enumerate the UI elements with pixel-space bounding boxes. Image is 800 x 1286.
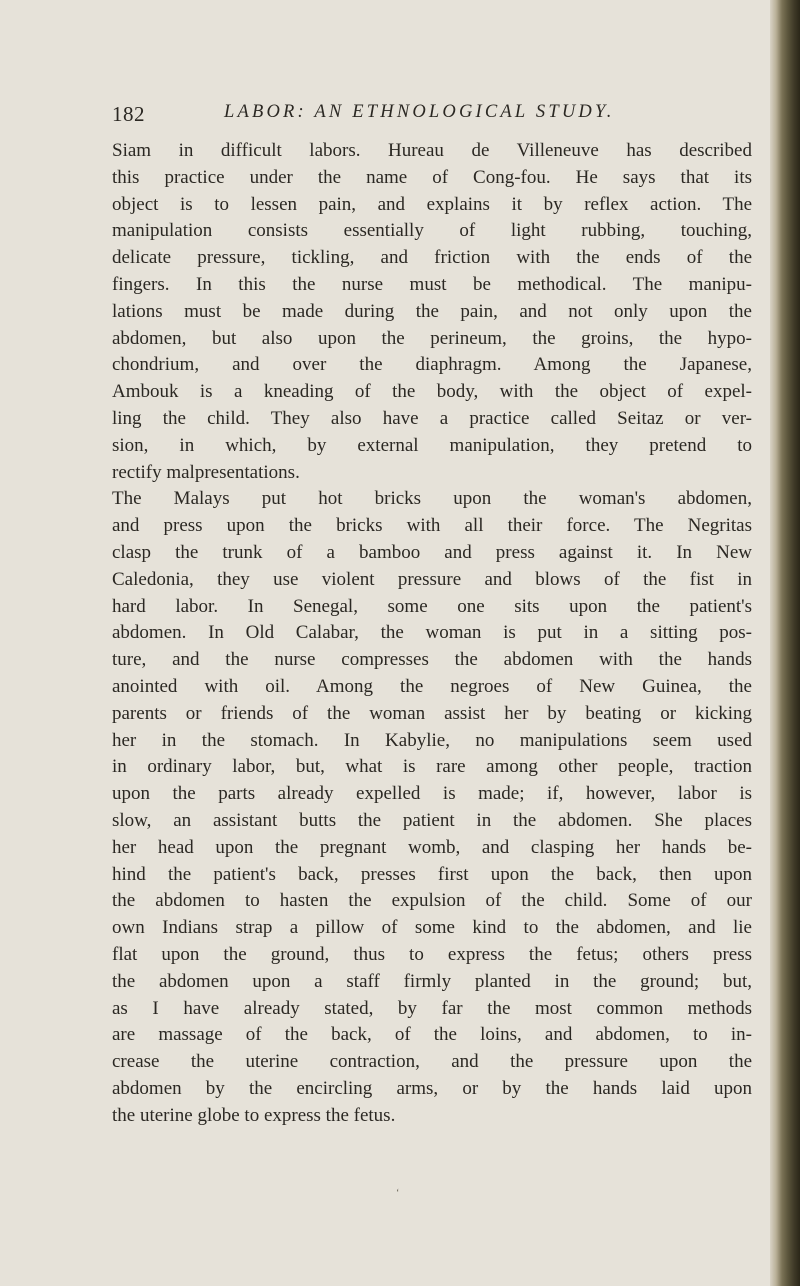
text-line: and press upon the bricks with all their force. The Negritas	[112, 515, 752, 537]
text-line: parents or friends of the woman assist her by beating or kicking	[112, 702, 752, 724]
text-line: lations must be made during the pain, and not only upon the	[112, 300, 752, 322]
page-header	[112, 102, 712, 130]
body-text	[112, 138, 752, 1129]
text-line: this practice under the name of Cong-fou. He says that its	[112, 166, 752, 188]
text-line: ling the child. They also have a practice called Seitaz or ver-	[112, 407, 752, 429]
text-line: clasp the trunk of a bamboo and press against it. In New	[112, 541, 752, 563]
text-line: anointed with oil. Among the negroes of New Guinea, the	[112, 675, 752, 697]
text-line: the abdomen to hasten the expulsion of the child. Some of our	[112, 890, 752, 912]
text-line: flat upon the ground, thus to express the fetus; others press	[112, 943, 752, 965]
text-line: upon the parts already expelled is made; if, however, labor is	[112, 783, 752, 805]
text-line: chondrium, and over the diaphragm. Among the Japanese,	[112, 354, 752, 376]
text-line: the uterine globe to express the fetus.	[112, 1104, 396, 1126]
text-line: are massage of the back, of the loins, and abdomen, to in-	[112, 1024, 752, 1046]
text-line: as I have already stated, by far the most common methods	[112, 997, 752, 1019]
text-line: manipulation consists essentially of light rubbing, touching,	[112, 220, 752, 242]
text-line: her head upon the pregnant womb, and clasping her hands be-	[112, 836, 752, 858]
text-line: the abdomen upon a staff firmly planted in the ground; but,	[112, 970, 752, 992]
text-line: abdomen, but also upon the perineum, the groins, the hypo-	[112, 327, 752, 349]
page-number: 182	[112, 102, 145, 126]
text-line: slow, an assistant butts the patient in the abdomen. She places	[112, 809, 752, 831]
text-line: rectify malpresentations.	[112, 461, 300, 483]
text-line: her in the stomach. In Kabylie, no manipulations seem used	[112, 729, 752, 751]
text-line: abdomen by the encircling arms, or by the hands laid upon	[112, 1077, 752, 1099]
text-line: ture, and the nurse compresses the abdomen with the hands	[112, 649, 752, 671]
text-line: hind the patient's back, presses first upon the back, then upon	[112, 863, 752, 885]
text-line: own Indians strap a pillow of some kind to the abdomen, and lie	[112, 917, 752, 939]
text-line: sion, in which, by external manipulation, they pretend to	[112, 434, 752, 456]
text-line: Siam in difficult labors. Hureau de Villeneuve has described	[112, 140, 752, 161]
text-line: The Malays put hot bricks upon the woman's abdomen,	[112, 488, 752, 510]
book-spine-edge	[770, 0, 800, 1286]
text-line: hard labor. In Senegal, some one sits upon the patient's	[112, 595, 752, 617]
stray-mark: ‘	[396, 1188, 400, 1199]
text-line: Ambouk is a kneading of the body, with the object of expel-	[112, 381, 752, 403]
text-line: in ordinary labor, but, what is rare among other people, traction	[112, 756, 752, 778]
text-line: fingers. In this the nurse must be methodical. The manipu-	[112, 273, 752, 295]
text-line: abdomen. In Old Calabar, the woman is put in a sitting pos-	[112, 622, 752, 644]
text-line: Caledonia, they use violent pressure and blows of the fist in	[112, 568, 752, 590]
text-line: object is to lessen pain, and explains it by reflex action. The	[112, 193, 752, 215]
running-title: LABOR: AN ETHNOLOGICAL STUDY.	[224, 102, 615, 122]
text-line: delicate pressure, tickling, and friction with the ends of the	[112, 247, 752, 269]
text-line: crease the uterine contraction, and the pressure upon the	[112, 1051, 752, 1073]
